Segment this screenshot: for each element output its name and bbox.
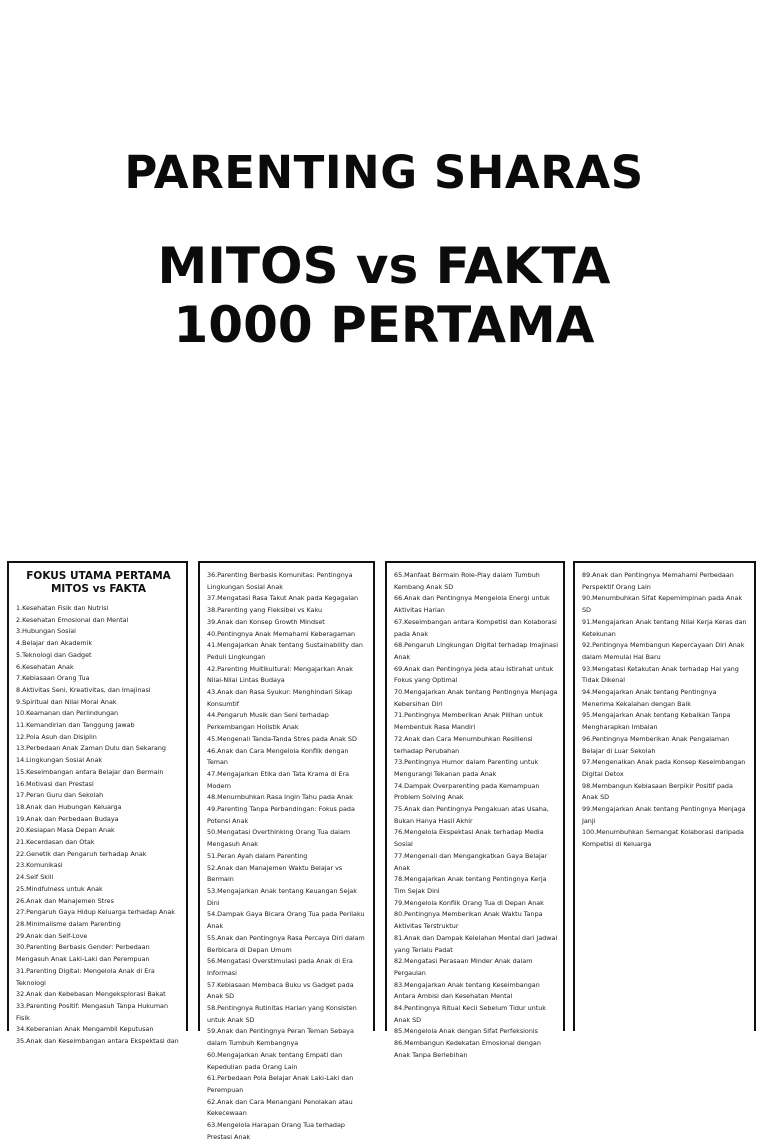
list-item: 32.Anak dan Kebebasan Mengeksplorasi Bakat [16, 990, 166, 999]
list-item: 16.Motivasi dan Prestasi [16, 779, 94, 788]
list-item: 14.Lingkungan Sosial Anak [16, 756, 103, 765]
title-line-1: PARENTING SHARAS [124, 146, 644, 199]
list-item: 41.Mengajarkan Anak tentang Sustainability dan Peduli Lingkungan [207, 641, 363, 661]
list-item: 58.Pentingnya Rutinitas Harian yang Konsisten untuk Anak SD [207, 1004, 357, 1024]
list-item: 42.Parenting Multikultural: Mengajarkan Anak Nilai-Nilai Lintas Budaya [207, 664, 353, 685]
list-item: 36.Parenting Berbasis Komunitas: Pentingnya Lingkungan Sosial Anak [207, 571, 353, 591]
list-item: 71.Pentingnya Memberikan Anak Pilihan untuk Membentuk Rasa Mandiri [394, 711, 544, 732]
list-item: 48.Menumbuhkan Rasa Ingin Tahu pada Anak [207, 793, 353, 802]
list-item: 76.Mengelola Ekspektasi Anak terhadap Media Sosial [394, 828, 544, 849]
list-item: 97.Mengenalkan Anak pada Konsep Keseimbangan Digital Detox [582, 758, 746, 778]
list-item: 53.Mengajarkan Anak tentang Keuangan Sejak Dini [207, 886, 357, 907]
list-item: 90.Menumbuhkan Sifat Kepemimpinan pada Anak SD [582, 594, 743, 615]
list-item: 83.Mengajarkan Anak tentang Keseimbangan Antara Ambisi dan Kesehatan Mental [394, 980, 540, 1001]
list-item: 27.Pengaruh Gaya Hidup Keluarga terhadap Anak [16, 908, 175, 917]
list-item: 4.Belajar dan Akademik [16, 639, 93, 648]
list-item: 100.Menumbuhkan Semangat Kolaborasi daripada Kompetisi di Keluarga [582, 828, 744, 849]
list-item: 40.Pentingnya Anak Memahami Keberagaman [207, 629, 356, 638]
list-item: 92.Pentingnya Membangun Kepercayaan Diri Anak dalam Memulai Hal Baru [582, 641, 745, 661]
title-line-3: 1000 PERTAMA [173, 296, 595, 354]
list-item: 24.Self Skill [16, 873, 54, 882]
list-item: 85.Mengelola Anak dengan Sifat Perfeksionis [394, 1027, 538, 1036]
list-item: 84.Pentingnya Ritual Kecil Sebelum Tidur untuk Anak SD [394, 1004, 546, 1024]
list-item: 30.Parenting Berbasis Gender: Perbedaan Mengasuh Anak Laki-Laki dan Perempuan [16, 943, 150, 964]
list-item: 56.Mengatasi Overstimulasi pada Anak di Era Informasi [207, 957, 353, 977]
list-item: 15.Keseimbangan antara Belajar dan Bermain [16, 767, 164, 776]
list-item: 80.Pentingnya Memberikan Anak Waktu Tanpa Aktivitas Terstruktur [394, 910, 543, 931]
list-item: 57.Kebiasaan Membaca Buku vs Gadget pada Anak SD [207, 980, 354, 1001]
list-item: 26.Anak dan Manajemen Stres [16, 896, 114, 905]
list-item: 67.Keseimbangan antara Kompetisi dan Kolaborasi pada Anak [394, 617, 557, 638]
list-item: 46.Anak dan Cara Mengelola Konflik dengan Teman [207, 746, 349, 767]
topic-list [582, 570, 749, 851]
list-item: 62.Anak dan Cara Menangani Penolakan atau Kekecewaan [207, 1097, 353, 1118]
list-item: 29.Anak dan Self-Love [16, 931, 88, 940]
list-item: 33.Parenting Positif: Mengasuh Tanpa Hukuman Fisik [16, 1001, 169, 1022]
list-item: 68.Pengaruh Lingkungan Digital terhadap Imajinasi Anak [394, 641, 558, 661]
list-item: 2.Kesehatan Emosional dan Mental [16, 615, 129, 624]
list-item: 82.Mengatasi Perasaan Minder Anak dalam Pergaulan [394, 957, 533, 977]
list-item: 5.Teknologi dan Gadget [16, 650, 92, 659]
list-item: 10.Keamanan dan Perlindungan [16, 709, 119, 718]
list-item: 49.Parenting Tanpa Perbandingan: Fokus pada Potensi Anak [207, 805, 355, 825]
list-item: 3.Hubungan Sosial [16, 627, 76, 636]
list-item: 65.Manfaat Bermain Role-Play dalam Tumbuh Kembang Anak SD [394, 571, 540, 591]
list-item: 74.Dampak Overparenting pada Kemampuan Problem Solving Anak [394, 781, 540, 802]
list-item: 51.Peran Ayah dalam Parenting [207, 851, 308, 860]
list-item: 72.Anak dan Cara Menumbuhkan Resiliensi terhadap Perubahan [394, 734, 533, 755]
list-item: 22.Genetik dan Pengaruh terhadap Anak [16, 849, 147, 858]
list-item: 78.Mengajarkan Anak tentang Pentingnya Kerja Tim Sejak Dini [394, 875, 547, 895]
list-item: 23.Komunikasi [16, 861, 63, 870]
list-item: 44.Pengaruh Musik dan Seni terhadap Perkembangan Holistik Anak [207, 711, 329, 732]
list-item: 60.Mengajarkan Anak tentang Empati dan Kepedulian pada Orang Lain [207, 1050, 343, 1071]
list-panel-4 [573, 561, 756, 1031]
title-line-2: MITOS vs FAKTA [157, 237, 611, 295]
list-item: 54.Dampak Gaya Bicara Orang Tua pada Perilaku Anak [207, 910, 365, 931]
list-item: 35.Anak dan Keseimbangan antara Ekspektasi dan [16, 1037, 179, 1046]
list-item: 99.Mengajarkan Anak tentang Pentingnya Menjaga Janji [582, 805, 746, 825]
list-item: 19.Anak dan Perbedaan Budaya [16, 814, 119, 823]
topic-list [207, 570, 368, 1143]
list-panel-3 [385, 561, 565, 1059]
list-item: 77.Mengenali dan Mengangkatkan Gaya Belajar Anak [394, 851, 548, 872]
list-item: 52.Anak dan Manajemen Waktu Belajar vs Bermain [207, 863, 343, 884]
list-item: 1.Kesehatan Fisik dan Nutrisi [16, 604, 109, 612]
list-item: 12.Pola Asuh dan Disiplin [16, 732, 97, 741]
list-item: 91.Mengajarkan Anak tentang Nilai Kerja Keras dan Ketekunan [582, 617, 747, 638]
list-item: 39.Anak dan Konsep Growth Mindset [207, 617, 325, 626]
topic-list [16, 603, 181, 1048]
panel-heading: FOKUS UTAMA PERTAMA MITOS vs FAKTA [26, 570, 171, 595]
list-item: 20.Kesiapan Masa Depan Anak [16, 826, 115, 835]
list-item: 6.Kesehatan Anak [16, 662, 74, 671]
list-item: 93.Mengatasi Ketakutan Anak terhadap Hal yang Tidak Dikenal [582, 664, 739, 685]
list-item: 81.Anak dan Dampak Kelelahan Mental dari Jadwal yang Terlalu Padat [394, 933, 558, 954]
list-item: 25.Mindfulness untuk Anak [16, 884, 103, 893]
list-item: 13.Perbedaan Anak Zaman Dulu dan Sekarang [16, 744, 166, 753]
list-item: 63.Mengelola Harapan Orang Tua terhadap Prestasi Anak [207, 1121, 345, 1141]
list-panel-1 [7, 561, 188, 1046]
list-item: 73.Pentingnya Humor dalam Parenting untuk Mengurangi Tekanan pada Anak [394, 758, 539, 778]
list-item: 21.Kecerdasan dan Otak [16, 838, 95, 847]
list-item: 59.Anak dan Pentingnya Peran Teman Sebaya dalam Tumbuh Kembangnya [207, 1027, 354, 1048]
list-item: 70.Mengajarkan Anak tentang Pentingnya Menjaga Kebersihan Diri [394, 688, 558, 708]
list-item: 69.Anak dan Pentingnya Jeda atau Istirahat untuk Fokus yang Optimal [394, 664, 554, 685]
list-item: 43.Anak dan Rasa Syukur: Menghindari Sikap Konsumtif [207, 688, 353, 708]
list-item: 61.Perbedaan Pola Belajar Anak Laki-Laki dan Perempuan [207, 1074, 354, 1094]
list-item: 8.Aktivitas Seni, Kreativitas, dan Imajinasi [16, 685, 151, 694]
list-item: 7.Kebiasaan Orang Tua [16, 674, 90, 683]
list-item: 98.Membangun Kebiasaan Berpikir Positif pada Anak SD [582, 781, 733, 802]
list-item: 86.Membangun Kedekatan Emosional dengan Anak Tanpa Berlebihan [394, 1039, 541, 1059]
list-item: 50.Mengatasi Overthinking Orang Tua dalam Mengasuh Anak [207, 828, 351, 849]
list-item: 66.Anak dan Pentingnya Mengelola Energi untuk Aktivitas Harian [394, 594, 550, 615]
list-panel-2 [198, 561, 375, 1141]
list-item: 28.Minimalisme dalam Parenting [16, 919, 121, 928]
topic-list [394, 570, 558, 1062]
list-item: 89.Anak dan Pentingnya Memahami Perbedaan Perspektif Orang Lain [582, 571, 734, 591]
list-item: 37.Mengatasi Rasa Takut Anak pada Kegagalan [207, 594, 359, 603]
list-item: 34.Keberanian Anak Mengambil Keputusan [16, 1025, 154, 1034]
list-item: 9.Spiritual dan Nilai Moral Anak [16, 697, 117, 706]
list-item: 75.Anak dan Pentingnya Pengakuan atas Usaha, Bukan Hanya Hasil Akhir [394, 805, 549, 825]
list-item: 31.Parenting Digital: Mengelola Anak di Era Teknologi [16, 966, 155, 987]
list-item: 95.Mengajarkan Anak tentang Kebaikan Tanpa Mengharapkan Imbalan [582, 711, 731, 732]
list-item: 79.Mengelola Konflik Orang Tua di Depan Anak [394, 898, 544, 907]
list-item: 18.Anak dan Hubungan Keluarga [16, 802, 122, 811]
list-item: 11.Kemandirian dan Tanggung Jawab [16, 721, 135, 730]
list-item: 45.Mengenali Tanda-Tanda Stres pada Anak SD [207, 734, 357, 743]
list-item: 47.Mengajarkan Etika dan Tata Krama di Era Modern [207, 769, 350, 790]
list-item: 96.Pentingnya Memberikan Anak Pengalaman Belajar di Luar Sekolah [582, 734, 730, 755]
list-item: 17.Peran Guru dan Sekolah [16, 791, 104, 800]
list-item: 38.Parenting yang Fleksibel vs Kaku [207, 606, 323, 615]
list-item: 94.Mengajarkan Anak tentang Pentingnya Menerima Kekalahan dengan Baik [582, 688, 717, 708]
list-item: 55.Anak dan Pentingnya Rasa Percaya Diri dalam Berbicara di Depan Umum [207, 933, 365, 954]
